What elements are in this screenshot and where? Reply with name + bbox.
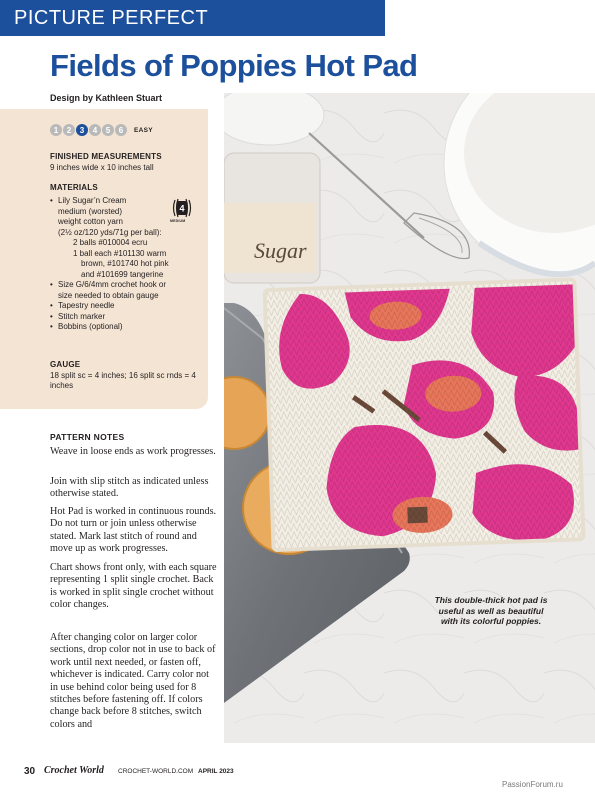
- gauge-heading: GAUGE: [50, 360, 81, 369]
- material-yarn-line-1: • Lily Sugar’n Cream: [50, 196, 200, 207]
- skill-level-scale: [50, 124, 153, 136]
- skill-level-4: 4: [89, 124, 101, 136]
- yarn-weight-label: MEDIUM: [170, 219, 186, 223]
- magazine-name: Crochet World: [44, 765, 104, 776]
- photo-illustration: [224, 93, 595, 743]
- jar-label: Sugar: [254, 238, 307, 263]
- skill-level-1: 1: [50, 124, 62, 136]
- skill-level-5: 5: [102, 124, 114, 136]
- poppy-hot-pad: [265, 279, 584, 550]
- pattern-note-5: After changing color on larger color sections, drop color not in use to back of work until next needed, or fasten off, whichever is indicated. Carry color not in use behind color being used for 8 stitches before fastening off. If colors change back before 8 stitches, switch colors and: [50, 632, 216, 730]
- designer-byline: Design by Kathleen Stuart: [50, 93, 163, 103]
- skill-level-3: 3: [76, 124, 88, 136]
- page-title: Fields of Poppies Hot Pad: [50, 48, 418, 83]
- yarn-weight-number: 4: [179, 203, 185, 214]
- finished-text: 9 inches wide x 10 inches tall: [50, 162, 154, 172]
- material-hook-line-1: • Size G/6/4mm crochet hook or: [50, 280, 200, 291]
- material-stitch-marker: • Stitch marker: [50, 312, 200, 323]
- page-number: 30: [24, 766, 36, 777]
- issue-date: APRIL 2023: [198, 768, 234, 775]
- section-label: PICTURE PERFECT: [14, 7, 209, 29]
- pattern-note-1: Weave in loose ends as work progresses.: [50, 446, 216, 457]
- finished-measurements: [50, 152, 200, 173]
- material-yarn-line-2: medium (worsted): [58, 206, 123, 216]
- material-bobbins: • Bobbins (optional): [50, 322, 200, 333]
- section-banner: [0, 0, 385, 36]
- skill-level-2: 2: [63, 124, 75, 136]
- material-amount-line-2: brown, #101740 hot pink: [81, 259, 169, 268]
- material-yarn-line-4: (2½ oz/120 yds/71g per ball):: [58, 227, 162, 237]
- finished-heading: FINISHED MEASUREMENTS: [50, 152, 162, 161]
- material-hook-line-2: size needed to obtain gauge: [58, 290, 159, 300]
- photo-caption: This double-thick hot pad is useful as well as beautiful with its colorful poppies.: [434, 595, 548, 626]
- watermark: PassionForum.ru: [502, 780, 563, 789]
- material-amount-line-3: and #101699 tangerine: [81, 269, 164, 279]
- material-tapestry-needle: • Tapestry needle: [50, 301, 200, 312]
- product-photo: [224, 93, 595, 743]
- skill-level-6: 6: [115, 124, 127, 136]
- material-amount-line-1: 1 ball each #101130 warm: [73, 248, 167, 258]
- pattern-note-4: Chart shows front only, with each square representing 1 split single crochet. Back is worked in split single crochet without color changes.: [50, 562, 217, 611]
- material-amount-ecru: 2 balls #010004 ecru: [73, 238, 148, 247]
- pattern-notes-heading: PATTERN NOTES: [50, 432, 125, 442]
- pattern-note-2: Join with slip stitch as indicated unless otherwise stated.: [50, 476, 209, 500]
- material-yarn-line-3: weight cotton yarn: [58, 217, 123, 226]
- sugar-jar: [224, 93, 324, 283]
- magazine-url: CROCHET-WORLD.COM: [118, 768, 194, 775]
- pattern-note-3: Hot Pad is worked in continuous rounds. Do not turn or join unless otherwise stated. Mark last stitch of round and move up as work progresses.: [50, 506, 217, 555]
- materials-list: [50, 196, 200, 333]
- gauge-text: 18 split sc = 4 inches; 16 split sc rnds = 4 inches: [50, 370, 196, 390]
- skill-level-label: EASY: [134, 126, 153, 134]
- materials-heading: MATERIALS: [50, 183, 98, 192]
- gauge-section: [50, 360, 200, 392]
